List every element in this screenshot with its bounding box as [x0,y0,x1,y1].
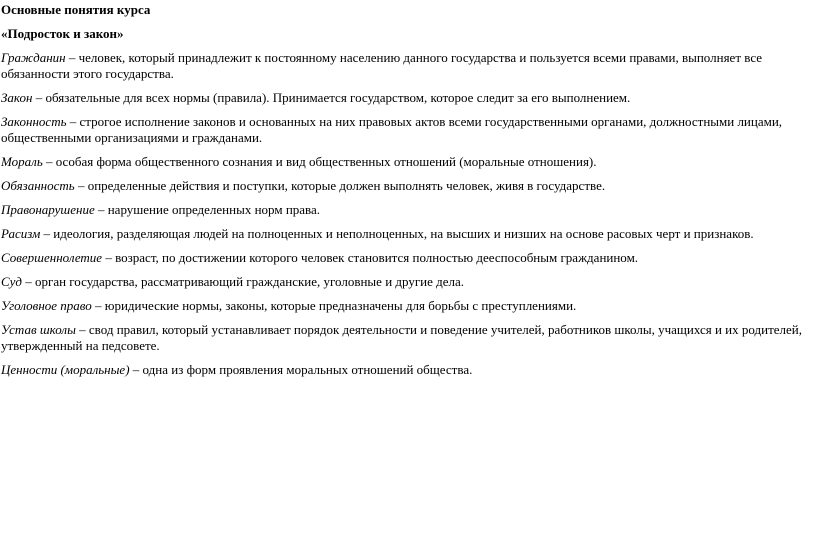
glossary-term: Правонарушение [1,202,95,217]
glossary-term: Обязанность [1,178,75,193]
glossary-definition: – особая форма общественного сознания и вид общественных отношений (моральные отношения). [42,154,597,169]
glossary-term: Гражданин [1,50,66,65]
document-title: Основные понятия курса [1,2,151,17]
glossary-definition: – определенные действия и поступки, которые должен выполнять человек, живя в государстве. [74,178,606,193]
glossary-definition: – орган государства, рассматривающий гражданские, уголовные и другие дела. [21,274,465,289]
glossary-entry-court [1,274,813,290]
glossary-term: Расизм [1,226,41,241]
glossary-term: Совершеннолетие [1,250,103,265]
glossary-term: Законность [1,114,67,129]
glossary-entry-law [1,90,813,106]
glossary-definition: – одна из форм проявления моральных отношений общества. [129,362,473,377]
glossary-definition: – идеология, разделяющая людей на полноценных и неполноценных, на высших и низших на основе расовых черт и признаков. [40,226,754,241]
glossary-definition: – строгое исполнение законов и основанных на них правовых актов всеми государственными органами, должностными лицами, общественными организациями и гражданами. [1,114,783,145]
glossary-term: Суд [1,274,22,289]
document-subtitle: «Подросток и закон» [1,26,124,41]
glossary-term: Мораль [1,154,43,169]
glossary-definition: – возраст, по достижении которого человек становится полностью дееспособным гражданином. [102,250,639,265]
glossary-entry-morality [1,154,813,170]
glossary-term: Закон [1,90,33,105]
glossary-definition: – свод правил, который устанавливает порядок деятельности и поведение учителей, работников школы, учащихся и их родителей, утвержденный на педсовете. [1,322,803,353]
glossary-entry-offense [1,202,813,218]
glossary-entry-majority-age [1,250,813,266]
glossary-term: Устав школы [1,322,76,337]
glossary-term: Ценности (моральные) [1,362,130,377]
glossary-entry-citizen [1,50,813,82]
glossary-definition: – юридические нормы, законы, которые предназначены для борьбы с преступлениями. [91,298,577,313]
glossary-definition: – обязательные для всех нормы (правила). Принимается государством, которое следит за его выполнением. [32,90,631,105]
glossary-entry-racism [1,226,813,242]
glossary-term: Уголовное право [1,298,92,313]
glossary-entry-moral-values [1,362,813,378]
glossary-definition: – нарушение определенных норм права. [94,202,321,217]
glossary-entry-school-charter [1,322,813,354]
glossary-entry-criminal-law [1,298,813,314]
glossary-definition: – человек, который принадлежит к постоянному населению данного государства и пользуется всеми правами, выполняет все обязанности этого государства. [1,50,763,81]
glossary-entry-duty [1,178,813,194]
glossary-entry-legality [1,114,813,146]
